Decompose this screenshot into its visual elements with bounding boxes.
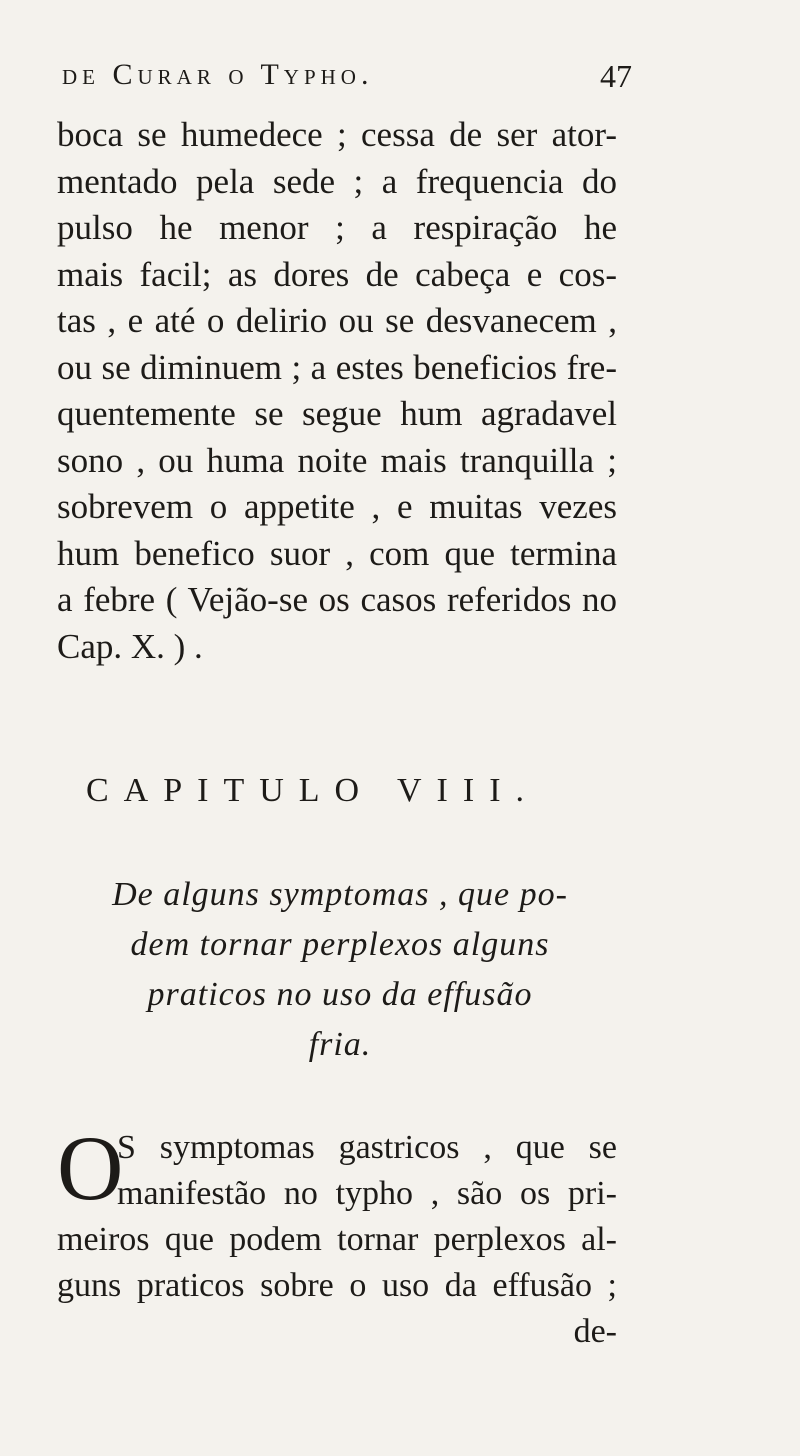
text-line: Cap. X. ) . — [57, 626, 203, 666]
text-line: meiros que podem tornar perplexos al- — [57, 1221, 617, 1258]
subtitle-line: fria. — [308, 1026, 372, 1063]
text-line: sobrevem o appetite , e muitas vezes — [57, 487, 617, 526]
chapter-heading: CAPITULO VIII. — [86, 772, 540, 809]
text-line: mais facil; as dores de cabeça e cos- — [57, 254, 617, 294]
text-line: mentado pela sede ; a frequencia do — [57, 161, 617, 201]
catchword: de- — [573, 1313, 617, 1350]
text-line: quentemente se segue hum agradavel — [57, 394, 617, 433]
text-line: S symptomas gastricos , que se — [117, 1129, 617, 1166]
text-line: tas , e até o delirio ou se desvanecem , — [57, 301, 617, 340]
paragraph-2 — [57, 1117, 617, 1355]
text-line: manifestão no typho , são os pri- — [117, 1175, 617, 1212]
text-line: ou se diminuem ; a estes beneficios fre- — [57, 347, 617, 387]
running-head — [62, 58, 632, 98]
text-line: boca se humedece ; cessa de ser ator- — [57, 115, 617, 154]
subtitle-line: dem tornar perplexos alguns — [130, 926, 550, 963]
paragraph-1 — [57, 112, 617, 670]
text-line: sono , ou huma noite mais tranquilla ; — [57, 440, 617, 480]
chapter-subtitle — [80, 870, 600, 1070]
running-head-title: de Curar o Typho. — [62, 58, 374, 91]
page-number: 47 — [600, 58, 632, 94]
drop-cap: O — [57, 1117, 124, 1219]
text-line: guns praticos sobre o uso da effusão ; — [57, 1267, 617, 1304]
text-line: hum benefico suor , com que termina — [57, 533, 617, 573]
text-line: pulso he menor ; a respiração he — [57, 208, 617, 247]
text-line: a febre ( Vejão-se os casos referidos no — [57, 580, 617, 619]
subtitle-line: De alguns symptomas , que po- — [112, 876, 568, 913]
subtitle-line: praticos no uso da effusão — [147, 976, 533, 1013]
